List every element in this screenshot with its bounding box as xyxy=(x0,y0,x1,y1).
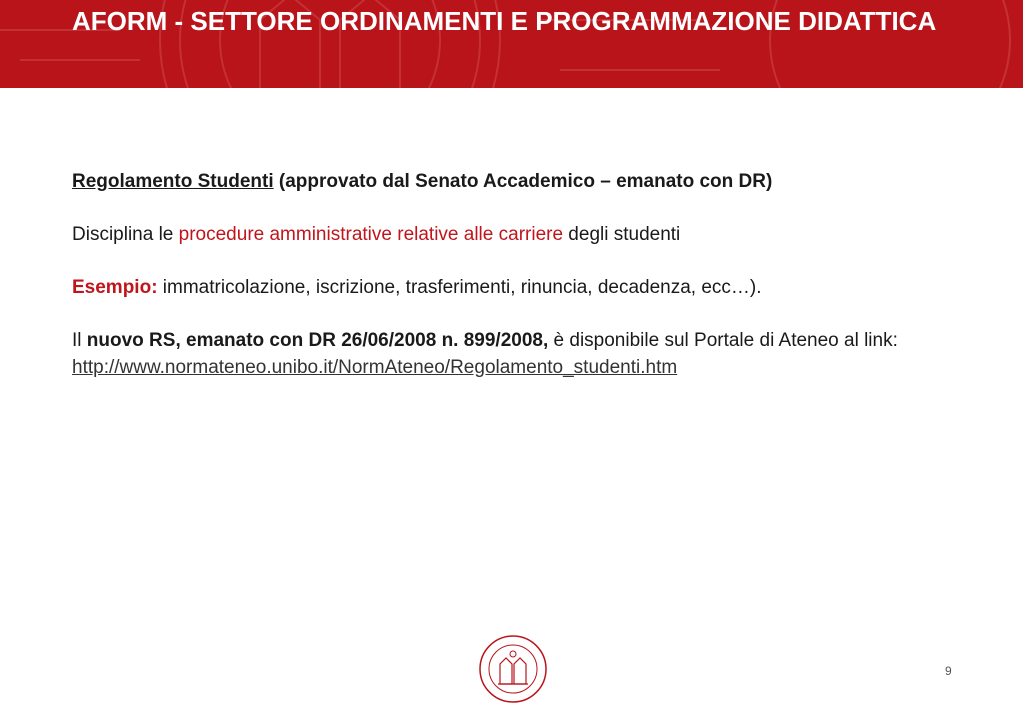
discipline-suffix: degli studenti xyxy=(563,224,681,245)
example-label: Esempio: xyxy=(72,277,158,298)
regolamento-heading xyxy=(72,168,940,195)
regolamento-title: Regolamento Studenti xyxy=(72,171,274,192)
approval-note: (approvato dal Senato Accademico – emanato con DR) xyxy=(278,171,773,192)
discipline-prefix: Disciplina le xyxy=(72,224,179,245)
procedures-highlight: procedure amministrative relative alle carriere xyxy=(178,224,564,245)
discipline-paragraph xyxy=(72,221,940,248)
main-content xyxy=(72,168,940,407)
example-text: immatricolazione, iscrizione, trasferimenti, rinuncia, decadenza, ecc…). xyxy=(157,277,762,298)
header-banner xyxy=(0,0,1023,88)
university-seal-logo xyxy=(478,634,548,704)
new-rs-prefix: Il xyxy=(72,330,87,351)
new-rs-suffix: è disponibile sul Portale di Ateneo al link: xyxy=(548,330,898,351)
new-rs-bold: nuovo RS, emanato con DR 26/06/2008 n. 899/2008, xyxy=(86,330,549,351)
regolamento-link[interactable]: http://www.normateneo.unibo.it/NormAteneo/Regolamento_studenti.htm xyxy=(72,357,678,378)
example-paragraph xyxy=(72,274,940,301)
new-rs-paragraph xyxy=(72,327,940,381)
page-number: 9 xyxy=(945,664,952,678)
page-title: AFORM - SETTORE ORDINAMENTI E PROGRAMMAZIONE DIDATTICA xyxy=(72,6,937,36)
